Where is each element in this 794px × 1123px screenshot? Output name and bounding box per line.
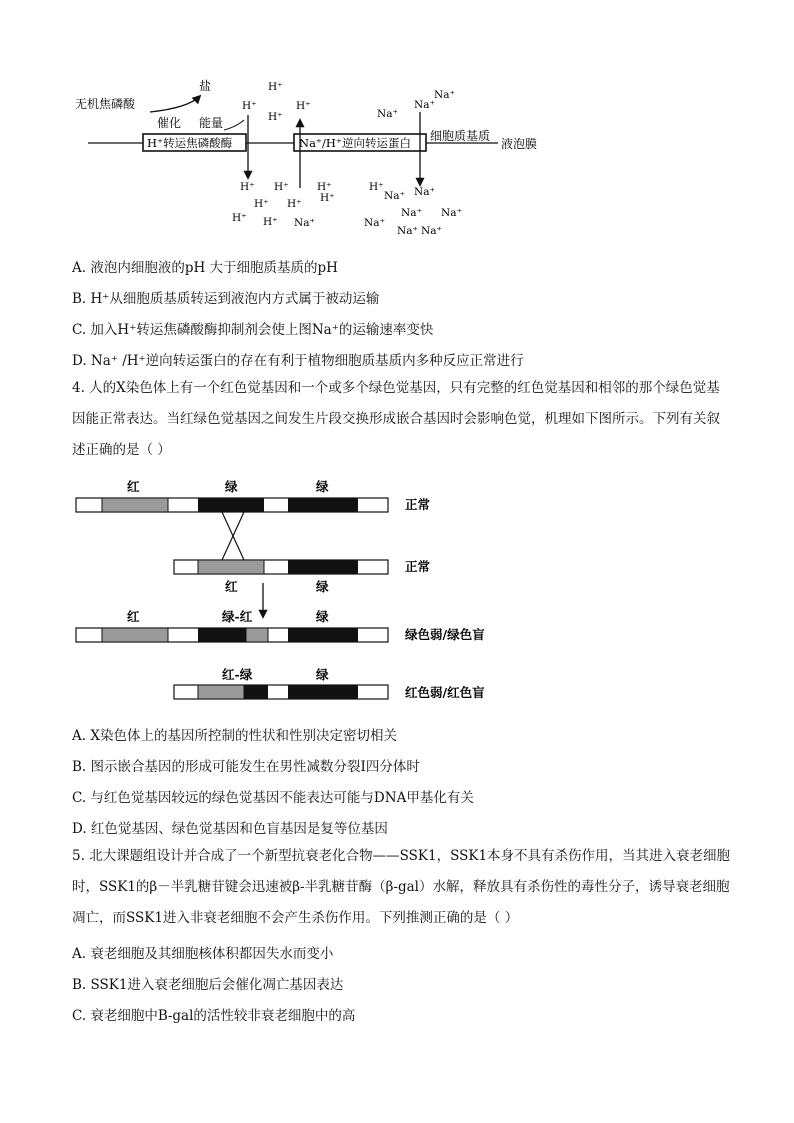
h-ion: H⁺: [317, 181, 332, 193]
green-label: 绿: [316, 479, 329, 494]
h-ion: H⁺: [268, 111, 283, 123]
reaction-arrow: [150, 96, 200, 112]
green-label: 绿: [225, 479, 238, 494]
na-ion: Na⁺: [414, 99, 435, 111]
green-gene: [288, 685, 358, 699]
red-label: 红: [127, 479, 140, 494]
ions-above: [242, 81, 455, 123]
vacuole-membrane-label: 液泡膜: [501, 137, 538, 151]
q4-option-b: B. 图示嵌合基因的形成可能发生在男性减数分裂Ⅰ四分体时: [72, 759, 420, 775]
pyrophosphate-label: 无机焦磷酸: [75, 97, 136, 111]
red-green-gene-green-part: [244, 685, 268, 699]
q4-option-c: C. 与红色觉基因较远的绿色觉基因不能表达可能与DNA甲基化有关: [72, 790, 474, 806]
q3-option-b: B. H⁺从细胞质基质转运到液泡内方式属于被动运输: [72, 291, 380, 307]
h-ion: H⁺: [274, 181, 289, 193]
membrane-transport-figure: [0, 0, 794, 245]
red-weak-label: 红色弱/红色盲: [405, 685, 485, 700]
green-gene: [288, 498, 358, 512]
q5-option-a: A. 衰老细胞及其细胞核体积都因失水而变小: [72, 946, 334, 962]
green-gene: [288, 560, 358, 574]
green-red-gene-red-part: [246, 628, 268, 642]
q5-option-c: C. 衰老细胞中Β-gal的活性较非衰老细胞中的高: [72, 1008, 356, 1024]
green-weak-label: 绿色弱/绿色盲: [405, 627, 485, 642]
q5-stem: 5. 北大课题组设计并合成了一个新型抗衰老化合物——SSK1，SSK1本身不具有杀伤作用，当其进入衰老细胞时，SSK1的β－半乳糖苷键会迅速被β-半乳糖苷酶（β-gal）水解，释放具有杀伤性的毒性分子，诱导衰老细胞凋亡，而SSK1进入非衰老细胞不会产生杀伤作用。下列推测正确的是（ ）: [72, 848, 731, 926]
red-label: 红: [225, 579, 238, 594]
h-ion: H⁺: [296, 100, 311, 112]
red-gene: [102, 498, 168, 512]
h-ion: H⁺: [242, 100, 257, 112]
na-ion: Na⁺: [421, 225, 442, 237]
red-label: 红: [127, 609, 140, 624]
energy-arrow: [224, 120, 244, 130]
green-label: 绿: [316, 579, 329, 594]
green-red-label: 绿-红: [222, 609, 253, 624]
green-gene: [288, 628, 358, 642]
h-ion: H⁺: [254, 198, 269, 210]
na-ion: Na⁺: [441, 207, 462, 219]
salt-label: 盐: [199, 79, 212, 93]
na-ion: Na⁺: [414, 186, 435, 198]
q4-option-a: A. X染色体上的基因所控制的性状和性别决定密切相关: [72, 728, 397, 744]
ions-below: [232, 181, 462, 237]
q5-option-b: B. SSK1进入衰老细胞后会催化凋亡基因表达: [72, 977, 344, 993]
h-ion: H⁺: [287, 198, 302, 210]
h-ion: H⁺: [369, 181, 384, 193]
h-ion: H⁺: [268, 81, 283, 93]
na-ion: Na⁺: [401, 207, 422, 219]
q4-option-d: D. 红色觉基因、绿色觉基因和色盲基因是复等位基因: [72, 821, 388, 837]
q3-option-c: C. 加入H⁺转运焦磷酸酶抑制剂会使上图Na⁺的运输速率变快: [72, 322, 434, 338]
enzyme-label: H⁺转运焦磷酸酶: [147, 136, 233, 150]
na-ion: Na⁺: [434, 89, 455, 101]
green-red-gene-green-part: [198, 628, 246, 642]
green-label: 绿: [316, 609, 329, 624]
na-ion: Na⁺: [364, 217, 385, 229]
q3-option-a: A. 液泡内细胞液的pH 大于细胞质基质的pH: [72, 260, 338, 276]
h-ion: H⁺: [320, 192, 335, 204]
green-gene: [198, 498, 264, 512]
na-ion: Na⁺: [294, 217, 315, 229]
cytoplasm-label: 细胞质基质: [430, 129, 491, 143]
red-green-gene-red-part: [198, 685, 244, 699]
normal-label: 正常: [405, 559, 431, 574]
red-green-label: 红-绿: [222, 667, 253, 682]
red-gene: [102, 628, 168, 642]
q3-option-d: D. Na⁺ /H⁺逆向转运蛋白的存在有利于植物细胞质基质内多种反应正常进行: [72, 353, 524, 369]
antiporter-label: Na⁺/H⁺逆向转运蛋白: [299, 136, 411, 150]
normal-label: 正常: [405, 497, 431, 512]
na-ion: Na⁺: [384, 190, 405, 202]
red-gene: [198, 560, 264, 574]
q4-stem: 4. 人的X染色体上有一个红色觉基因和一个或多个绿色觉基因，只有完整的红色觉基因和相邻的那个绿色觉基因能正常表达。当红绿色觉基因之间发生片段交换形成嵌合基因时会影响色觉，机理如下图所示。下列有关叙述正确的是（ ）: [72, 380, 720, 458]
energy-label: 能量: [199, 116, 224, 130]
h-ion: H⁺: [263, 216, 278, 228]
catalysis-label: 催化: [157, 116, 182, 130]
h-ion: H⁺: [240, 181, 255, 193]
h-ion: H⁺: [232, 212, 247, 224]
na-ion: Na⁺: [377, 108, 398, 120]
chromosome-figure: [0, 470, 794, 720]
green-label: 绿: [316, 667, 329, 682]
na-ion: Na⁺: [397, 225, 418, 237]
